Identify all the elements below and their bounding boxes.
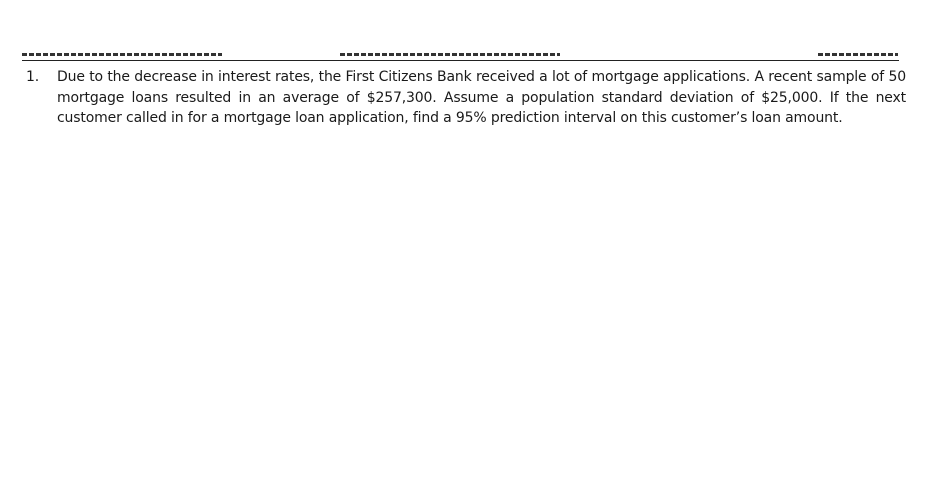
header-left-fragment: [22, 53, 222, 56]
header-rule: [22, 60, 899, 61]
problem-1: [26, 67, 906, 129]
problem-number: 1.: [26, 69, 40, 85]
clipped-header: [0, 0, 932, 60]
header-right-fragment: [818, 53, 898, 56]
header-center-fragment: [340, 53, 560, 56]
problem-text: Due to the decrease in interest rates, the First Citizens Bank received a lot of mortgage applications. A recent sample of 50 mortgage loans resulted in an average of $257,300. Assume a population standard deviation of $25,000. If the next customer called in for a mortgage loan application, find a 95% prediction interval on this customer’s loan amount.: [57, 69, 906, 126]
